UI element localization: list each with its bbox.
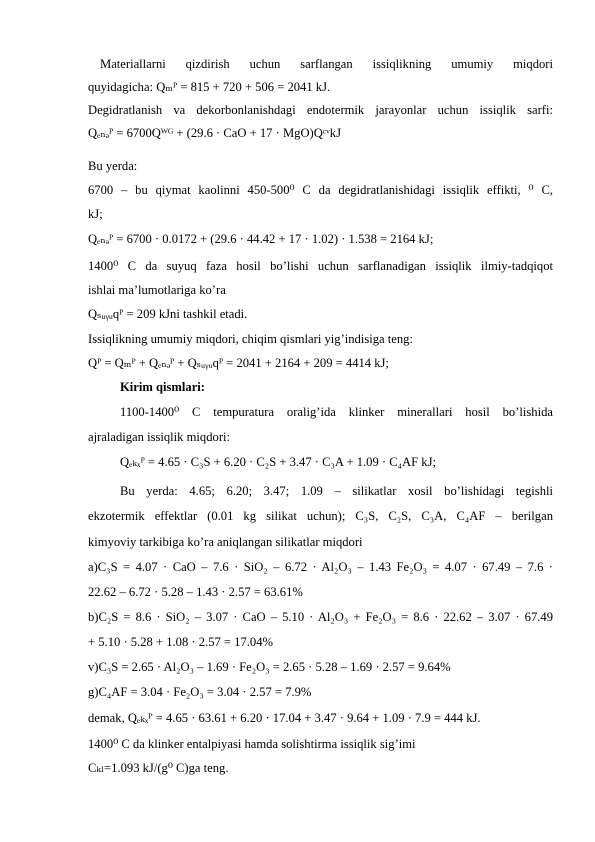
- paragraph-line: kJ;: [88, 207, 103, 221]
- paragraph-line: Degidratlanish va dekorbonlanishdagi endotermik jarayonlar uchun issiqlik sarfi:: [88, 103, 553, 117]
- formula-line: a)C₃S = 4.07 · CaO – 7.6 · SiO₂ – 6.72 · Al₂O₃ – 1.43 Fe₂O₃ = 4.07 · 67.49 – 7.6 ·: [88, 560, 553, 574]
- paragraph-line: Materiallarni qizdirish uchun sarflangan issiqlikning umumiy miqdori: [100, 57, 553, 71]
- formula-line: Qₑₖₓᴾ = 4.65 · C₃S + 6.20 · C₂S + 3.47 · C₃A + 1.09 · C₄AF kJ;: [120, 455, 436, 469]
- paragraph-line: ajraladigan issiqlik miqdori:: [88, 430, 231, 444]
- formula-line: demak, Qₑₖₓᴾ = 4.65 · 63.61 + 6.20 · 17.04 + 3.47 · 9.64 + 1.09 · 7.9 = 444 kJ.: [88, 711, 481, 725]
- paragraph-line: Issiqlikning umumiy miqdori, chiqim qismlari yig’indisiga teng:: [88, 332, 413, 346]
- formula-line: v)C₃S = 2.65 · Al₂O₃ – 1.69 · Fe₂O₃ = 2.65 · 5.28 – 1.69 · 2.57 = 9.64%: [88, 660, 451, 674]
- paragraph-line: ishlai ma’lumotlariga ko’ra: [88, 283, 226, 297]
- formula-line: Qᴾ = Qₘᴾ + Qₑₙₔᴾ + Qₛᵤᵧᵤqᴾ = 2041 + 2164 + 209 = 4414 kJ;: [88, 356, 389, 370]
- paragraph-line: 6700 – bu qiymat kaolinni 450-500⁰ C da degidratlanishidagi issiqlik effikti, ⁰ C,: [88, 183, 553, 197]
- formula-line: 22.62 – 6.72 · 5.28 – 1.43 · 2.57 = 63.61%: [88, 585, 303, 599]
- formula-line: b)C₂S = 8.6 · SiO₂ – 3.07 · CaO – 5.10 · Al₂O₃ + Fe₂O₃ = 8.6 · 22.62 – 3.07 · 67.49: [88, 610, 553, 624]
- formula-line: Qₑₙₔᴾ = 6700 · 0.0172 + (29.6 · 44.42 + 17 · 1.02) · 1.538 = 2164 kJ;: [88, 232, 434, 246]
- paragraph-line: 1100-1400⁰ C tempuratura oralig’ida klinker minerallari hosil bo’lishida: [120, 405, 553, 419]
- formula-line: Qₛᵤᵧᵤqᴾ = 209 kJni tashkil etadi.: [88, 307, 248, 321]
- paragraph-line: 1400⁰ C da klinker entalpiyasi hamda solishtirma issiqlik sig’imi: [88, 737, 416, 751]
- paragraph-line: 1400⁰ C da suyuq faza hosil bo’lishi uchun sarflanadigan issiqlik ilmiy-tadqiqot: [88, 259, 553, 273]
- paragraph-line: ekzotermik effektlar (0.01 kg silikat uchun); C₃S, C₂S, C₃A, C₄AF – berilgan: [88, 509, 553, 523]
- formula-line: + 5.10 · 5.28 + 1.08 · 2.57 = 17.04%: [88, 635, 274, 649]
- paragraph-line: Bu yerda:: [88, 159, 138, 173]
- paragraph-line: kimyoviy tarkibiga ko’ra aniqlangan silikatlar miqdori: [88, 535, 363, 549]
- paragraph-line: Cₖₗ=1.093 kJ/(g⁰ C)ga teng.: [88, 761, 229, 775]
- paragraph-line: Bu yerda: 4.65; 6.20; 3.47; 1.09 – silikatlar xosil bo’lishidagi tegishli: [120, 484, 553, 498]
- formula-line: quyidagicha: Qₘᴾ = 815 + 720 + 506 = 2041 kJ.: [88, 80, 331, 94]
- formula-line: g)C₄AF = 3.04 · Fe₂O₃ = 3.04 · 2.57 = 7.9%: [88, 685, 312, 699]
- section-heading: Kirim qismlari:: [120, 380, 205, 394]
- formula-line: Qₑₙₔᴾ = 6700Qᵂᴳ + (29.6 · CaO + 17 · MgO)QᶜᵛkJ: [88, 126, 341, 140]
